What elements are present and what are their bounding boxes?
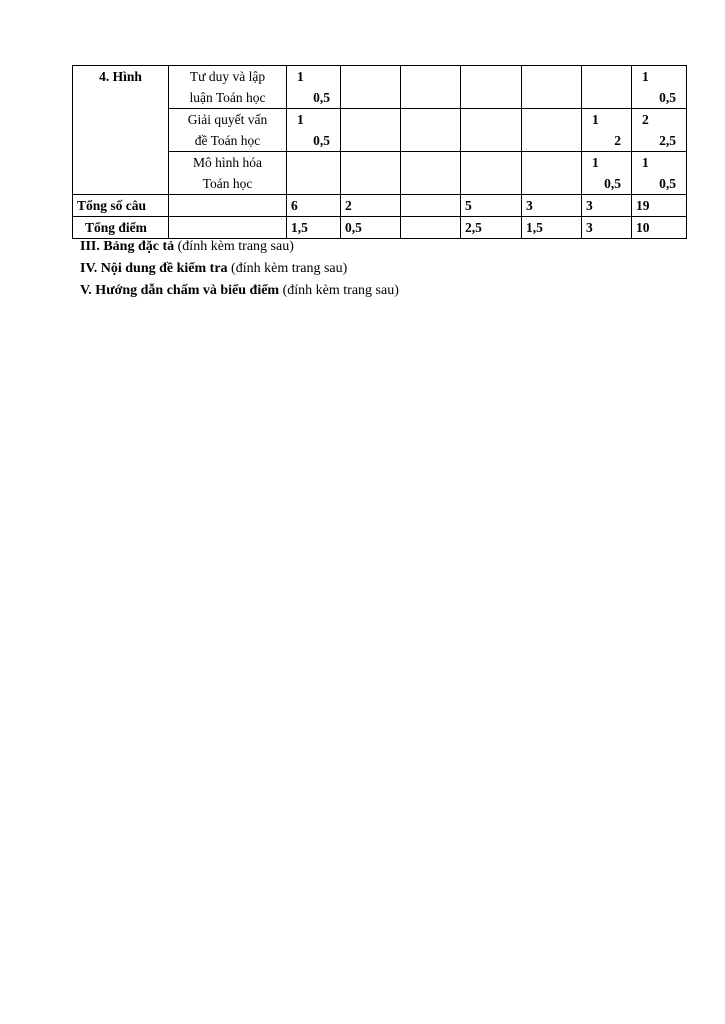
matrix-cell	[461, 152, 522, 195]
question-count	[405, 109, 456, 130]
question-points	[291, 173, 336, 194]
total-questions-value: 19	[632, 195, 687, 217]
question-points	[405, 87, 456, 108]
note-heading: V. Hướng dẫn chấm và biểu điểm	[80, 283, 280, 298]
question-count	[345, 66, 396, 87]
matrix-cell	[401, 66, 461, 109]
question-count: 2	[642, 112, 649, 127]
question-points	[405, 130, 456, 151]
matrix-cell	[461, 66, 522, 109]
matrix-cell	[522, 66, 582, 109]
question-count	[526, 66, 577, 87]
total-points-value: 0,5	[341, 217, 401, 239]
matrix-cell	[582, 66, 632, 109]
question-points	[526, 130, 577, 151]
question-count	[405, 66, 456, 87]
topic-cell: 4. Hình	[73, 66, 169, 195]
total-points-value: 3	[582, 217, 632, 239]
question-count: 1	[592, 112, 599, 127]
note-heading: III. Bảng đặc tả	[80, 239, 175, 254]
total-empty-cell	[169, 195, 287, 217]
question-points	[345, 173, 396, 194]
question-points	[465, 87, 517, 108]
total-questions-label: Tổng số câu	[73, 195, 169, 217]
question-points: 0,5	[659, 176, 676, 191]
question-points: 0,5	[604, 176, 621, 191]
note-text: (đính kèm trang sau)	[174, 239, 294, 254]
total-points-value: 1,5	[287, 217, 341, 239]
question-points	[465, 130, 517, 151]
exam-matrix-table	[72, 65, 687, 239]
matrix-cell	[287, 152, 341, 195]
question-count: 1	[642, 155, 649, 170]
matrix-cell	[522, 152, 582, 195]
question-points	[526, 87, 577, 108]
question-points	[405, 173, 456, 194]
question-count	[345, 109, 396, 130]
question-points: 2,5	[659, 133, 676, 148]
note-line	[80, 236, 399, 258]
matrix-cell	[287, 66, 341, 109]
question-points: 0,5	[313, 90, 330, 105]
note-text: (đính kèm trang sau)	[227, 261, 348, 276]
skill-line-2: Toán học	[202, 176, 253, 191]
total-points-value: 10	[632, 217, 687, 239]
skill-line-2: luận Toán học	[189, 90, 266, 105]
skill-line-1: Mô hình hóa	[193, 155, 262, 170]
total-points-value	[401, 217, 461, 239]
question-count	[291, 152, 336, 173]
total-questions-value: 2	[341, 195, 401, 217]
question-points	[586, 87, 627, 108]
skill-cell	[169, 109, 287, 152]
question-points: 0,5	[313, 133, 330, 148]
matrix-cell	[582, 109, 632, 152]
question-count: 1	[642, 69, 649, 84]
matrix-cell	[401, 109, 461, 152]
question-points	[465, 173, 517, 194]
question-count	[526, 109, 577, 130]
total-points-value: 1,5	[522, 217, 582, 239]
question-count: 1	[297, 69, 304, 84]
note-text: (đính kèm trang sau)	[279, 283, 399, 298]
skill-line-2: đề Toán học	[194, 133, 261, 148]
matrix-cell	[632, 152, 687, 195]
note-line	[80, 280, 399, 302]
skill-line-1: Tư duy và lập	[189, 69, 266, 84]
question-count	[465, 152, 517, 173]
skill-cell	[169, 152, 287, 195]
question-points: 2	[614, 133, 621, 148]
question-points	[345, 130, 396, 151]
matrix-cell	[582, 152, 632, 195]
matrix-cell	[461, 109, 522, 152]
total-questions-value: 6	[287, 195, 341, 217]
question-count	[405, 152, 456, 173]
skill-cell	[169, 66, 287, 109]
matrix-cell	[632, 109, 687, 152]
question-count	[465, 66, 517, 87]
question-count	[465, 109, 517, 130]
attachment-notes	[80, 236, 399, 302]
note-heading: IV. Nội dung đề kiểm tra	[80, 261, 228, 276]
question-points	[526, 173, 577, 194]
question-count	[526, 152, 577, 173]
matrix-cell	[341, 152, 401, 195]
total-questions-value: 3	[582, 195, 632, 217]
matrix-cell	[341, 109, 401, 152]
total-questions-row	[73, 195, 687, 217]
total-points-value: 2,5	[461, 217, 522, 239]
matrix-row-1	[73, 66, 687, 109]
question-count	[345, 152, 396, 173]
matrix-cell	[401, 152, 461, 195]
total-questions-value	[401, 195, 461, 217]
matrix-cell	[522, 109, 582, 152]
question-points	[345, 87, 396, 108]
total-points-label: Tổng điểm	[73, 217, 169, 239]
question-points: 0,5	[659, 90, 676, 105]
question-count: 1	[592, 155, 599, 170]
total-questions-value: 3	[522, 195, 582, 217]
matrix-cell	[287, 109, 341, 152]
matrix-cell	[632, 66, 687, 109]
question-count: 1	[297, 112, 304, 127]
total-questions-value: 5	[461, 195, 522, 217]
note-line	[80, 258, 399, 280]
question-count	[586, 66, 627, 87]
matrix-cell	[341, 66, 401, 109]
skill-line-1: Giải quyết vấn	[187, 112, 268, 127]
